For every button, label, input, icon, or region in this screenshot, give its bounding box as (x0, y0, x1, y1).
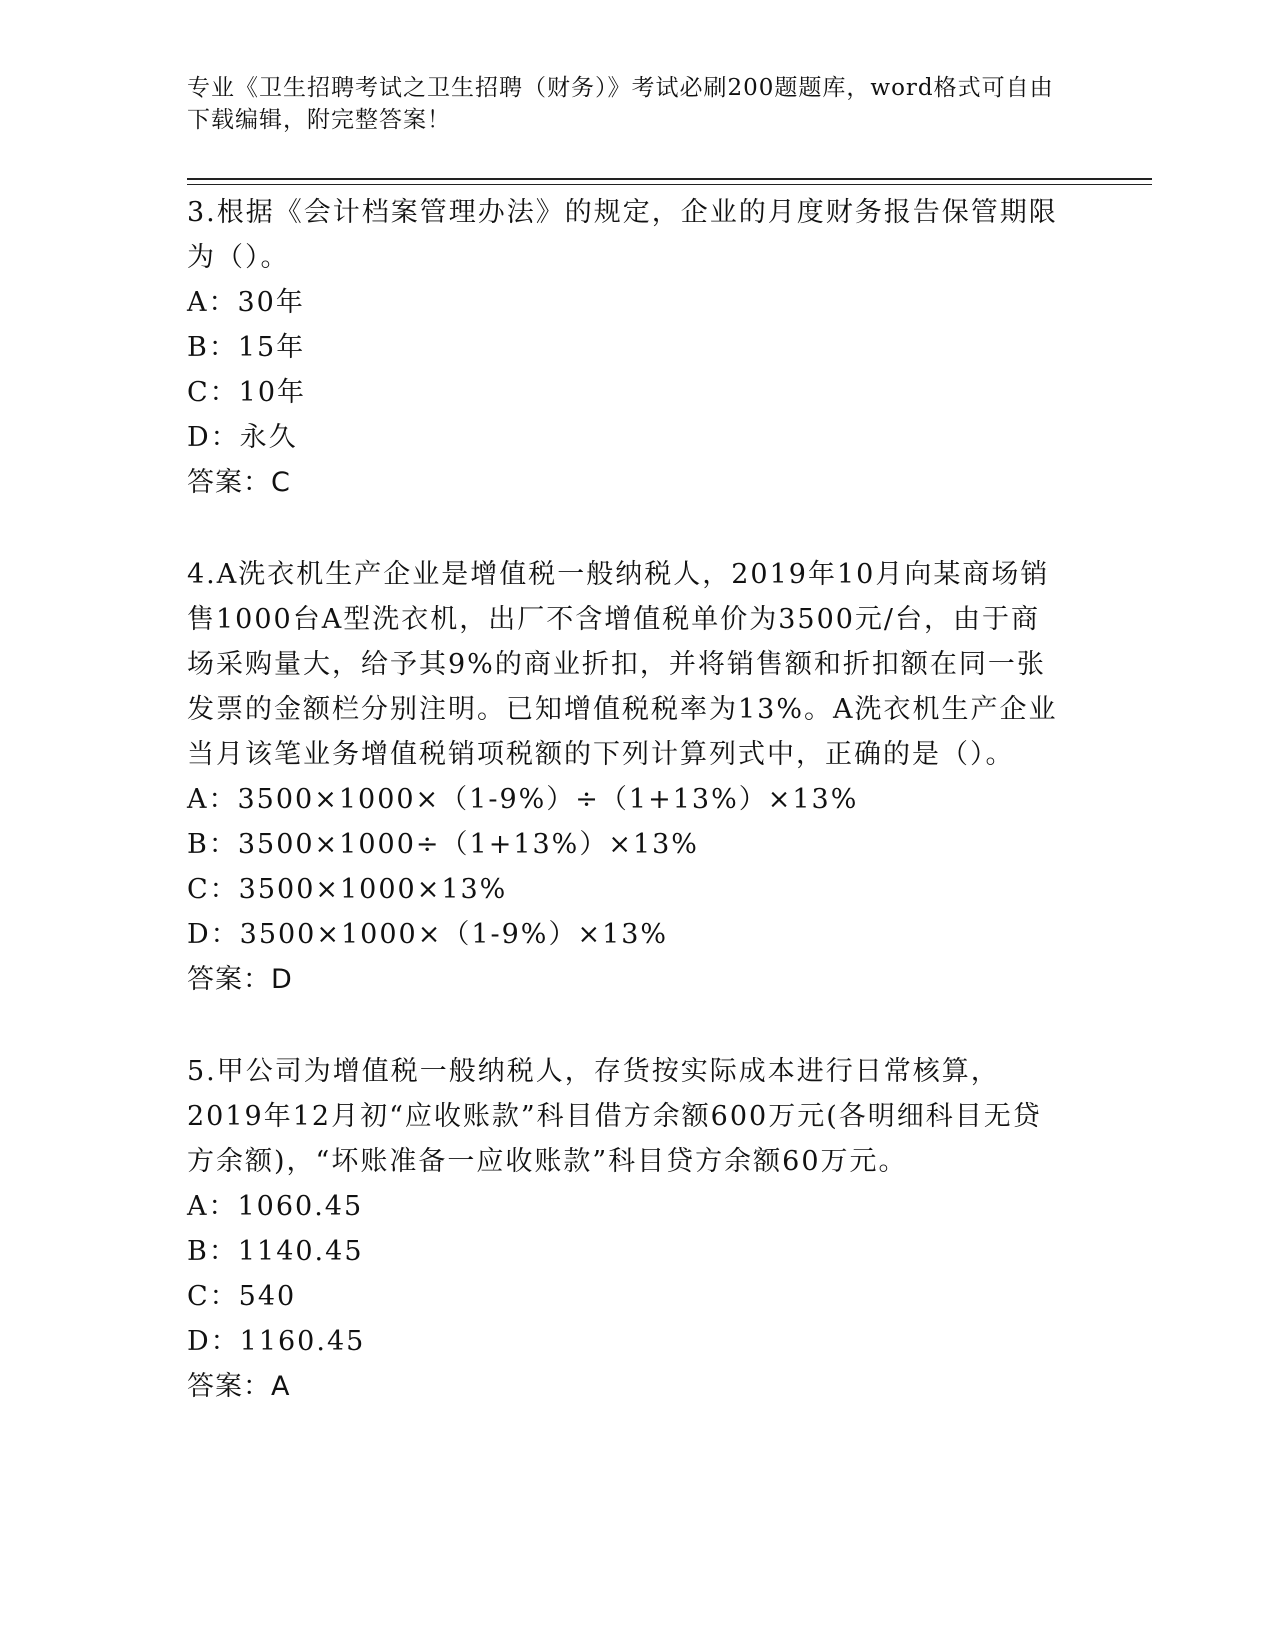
document-header: 专业《卫生招聘考试之卫生招聘（财务）》考试必刷200题题库，word格式可自由下载编辑，附完整答案！ (187, 75, 1054, 133)
question-stem: 4.A洗衣机生产企业是增值税一般纳税人，2019年10月向某商场销售1000台A型洗衣机，出厂不含增值税单价为3500元/台，由于商场采购量大，给予其9%的商业折扣，并将销售额和折扣额在同一张发票的金额栏分别注明。已知增值税税率为13%。A洗衣机生产企业当月该笔业务增值税销项税额的下列计算列式中，正确的是（）。 (187, 559, 1058, 770)
option-a: A：3500×1000×（1-9%）÷（1+13%）×13% (187, 784, 859, 815)
question-list (187, 190, 1067, 1409)
option-b: B：3500×1000÷（1+13%）×13% (187, 829, 699, 860)
header-rule-thick (187, 178, 1152, 180)
option-c: C：10年 (187, 377, 307, 408)
option-a: A：1060.45 (187, 1191, 364, 1222)
option-c: C：3500×1000×13% (187, 874, 508, 905)
option-d: D：1160.45 (187, 1326, 366, 1357)
answer: 答案：C (187, 467, 291, 498)
question-stem: 5.甲公司为增值税一般纳税人，存货按实际成本进行日常核算，2019年12月初“应收账款”科目借方余额600万元(各明细科目无贷方余额)，“坏账准备一应收账款”科目贷方余额60万元。 (187, 1056, 1042, 1177)
option-c: C：540 (187, 1281, 297, 1312)
answer: 答案：A (187, 1371, 291, 1402)
option-b: B：1140.45 (187, 1236, 364, 1267)
option-d: D：永久 (187, 422, 298, 453)
header-rule-thin (187, 184, 1152, 185)
question-5 (187, 1049, 1067, 1409)
question-3 (187, 190, 1067, 505)
question-spacer (187, 505, 1067, 552)
question-4 (187, 552, 1067, 1002)
option-b: B：15年 (187, 332, 306, 363)
question-stem: 3.根据《会计档案管理办法》的规定，企业的月度财务报告保管期限为（）。 (187, 197, 1058, 273)
option-a: A：30年 (187, 287, 305, 318)
option-d: D：3500×1000×（1-9%）×13% (187, 919, 669, 950)
answer: 答案：D (187, 964, 293, 995)
question-spacer (187, 1002, 1067, 1049)
